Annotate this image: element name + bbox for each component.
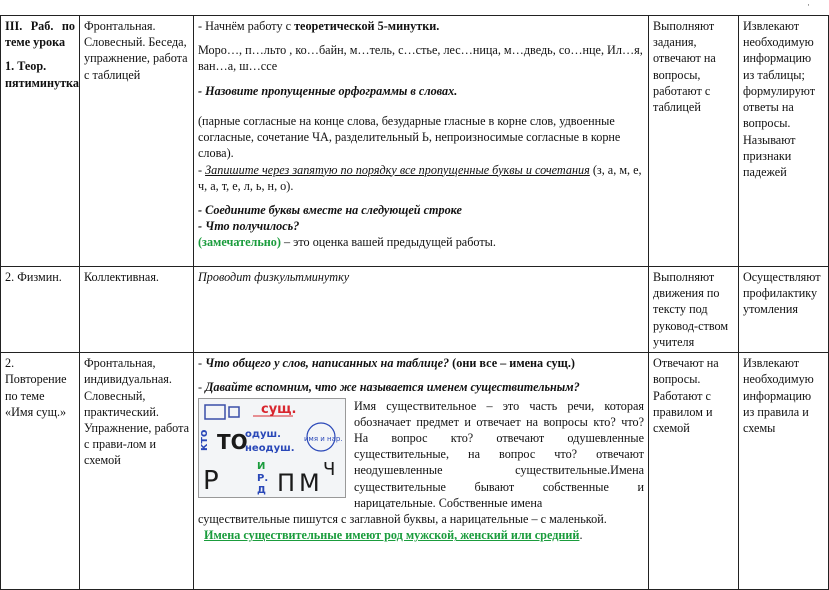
task-name-orthograms: - Назовите пропущенные орфограммы в словах. — [198, 83, 458, 98]
gender-rule: Имена существительные имеют род мужской, женский или средний. — [204, 528, 583, 543]
result-text: Извлекают необходимую информацию из правила и схемы — [743, 356, 814, 435]
content-cell — [194, 267, 649, 353]
answer-line: (замечательно) – это оценка вашей предыдущей работы. — [198, 235, 496, 250]
noun-scheme-image — [198, 398, 346, 498]
scheme-label-kto: кто — [197, 429, 210, 451]
orthograms-answer: (парные согласные на конце слова, безударные гласные в корне слов, удвоенные согласные, сочетание ЧА, разделительный Ь, непроизносимые согласные в корне слова). — [198, 113, 621, 161]
words-with-gaps: Моро…, п…льто , ко…байн, м…тель, с…стье, лес…ница, м…дведь, со…нце, Ил…я, ван…а, ш…ссе — [198, 43, 643, 74]
intro-line: - Начнём работу с теоретической 5-минутки. — [198, 19, 440, 33]
student-activity-cell — [649, 267, 739, 353]
scheme-label-case-r: Р. — [257, 472, 269, 484]
table-row — [1, 353, 829, 590]
scheme-label-proper-common: имя и нар. — [304, 434, 343, 443]
scheme-label-ch: Ч — [323, 458, 336, 480]
scheme-label-to: ТО — [217, 429, 248, 454]
result-text: Осуществляют профилактику утомления — [743, 270, 821, 317]
scheme-label-case-d: Д — [257, 484, 266, 496]
content-cell — [194, 353, 649, 590]
noun-rule-text: Имя существительное – это часть речи, которая обозначает предмет и отвечает на вопросы кто? что? На вопрос кто? отвечают одушевленные существительные, на вопрос что? отвечают неодушевленные существительные.Имена существительные бывают собственные и нарицательные. Собственные имена — [354, 398, 644, 510]
content-cell — [194, 16, 649, 267]
stage-cell — [1, 16, 80, 267]
form-cell — [80, 267, 194, 353]
scheme-label-p: П — [277, 468, 296, 497]
page-number: · — [807, 0, 810, 10]
student-activity-cell — [649, 16, 739, 267]
result-cell — [739, 353, 829, 590]
scheme-label-noun: сущ. — [261, 401, 297, 417]
stage-cell — [1, 353, 80, 590]
noun-scheme-drawing — [199, 399, 345, 497]
question-noun-def: - Давайте вспомним, что же называется именем существительным? — [198, 380, 580, 395]
table-row — [1, 267, 829, 353]
task-result-question: - Что получилось? — [198, 219, 300, 234]
noun-rule-continued: существительные пишутся с заглавной буквы, а нарицательные – с маленькой. — [198, 512, 607, 527]
form-text: Фронтальная, индивидуальная. Словесный, практический. Упражнение, работа с прави-лом и схемой — [84, 356, 190, 468]
task-join-letters: - Соедините буквы вместе на следующей строке — [198, 202, 462, 217]
result-cell — [739, 267, 829, 353]
lesson-plan-table — [0, 15, 829, 590]
form-text: Фронтальная. Словесный. Беседа, упражнение, работа с таблицей — [84, 19, 188, 82]
scheme-label-case-i: И — [257, 460, 266, 472]
scheme-label-r: Р — [203, 465, 219, 496]
question-common: - Что общего у слов, написанных на таблице? (они все – имена сущ.) — [198, 356, 575, 371]
scheme-label-inanimate: неодуш. — [245, 442, 295, 454]
table-row — [1, 16, 829, 267]
form-cell — [80, 353, 194, 590]
stage-cell — [1, 267, 80, 353]
form-text: Коллективная. — [84, 270, 159, 284]
stage-title: 2. Повторение по теме «Имя сущ.» — [5, 356, 67, 419]
student-activity-text: Отвечают на вопросы. Работают с правилом и схемой — [653, 356, 719, 435]
scheme-label-m: М — [299, 468, 320, 497]
form-cell — [80, 16, 194, 267]
stage-title: III. Раб. по теме урока — [5, 19, 75, 50]
stage-subtitle: 1. Теор. пятиминутка — [5, 59, 79, 90]
student-activity-text: Выполняют задания, отвечают на вопросы, работают с таблицей — [653, 19, 716, 115]
student-activity-text: Выполняют движения по тексту под руковод-ством учителя — [653, 270, 729, 349]
stage-title: 2. Физмин. — [5, 270, 62, 284]
exercise-text: Проводит физкультминутку — [198, 270, 350, 284]
task-write-letters: - Запишите через запятую по порядку все пропущенные буквы и сочетания (з, а, м, е, ч, а, т, е, л, ь, н, о). — [198, 162, 642, 193]
scheme-label-animate: одуш. — [245, 428, 281, 440]
result-cell — [739, 16, 829, 267]
result-text: Извлекают необходимую информацию из таблицы; формулируют ответы на вопросы. Называют признаки падежей — [743, 19, 816, 179]
student-activity-cell — [649, 353, 739, 590]
